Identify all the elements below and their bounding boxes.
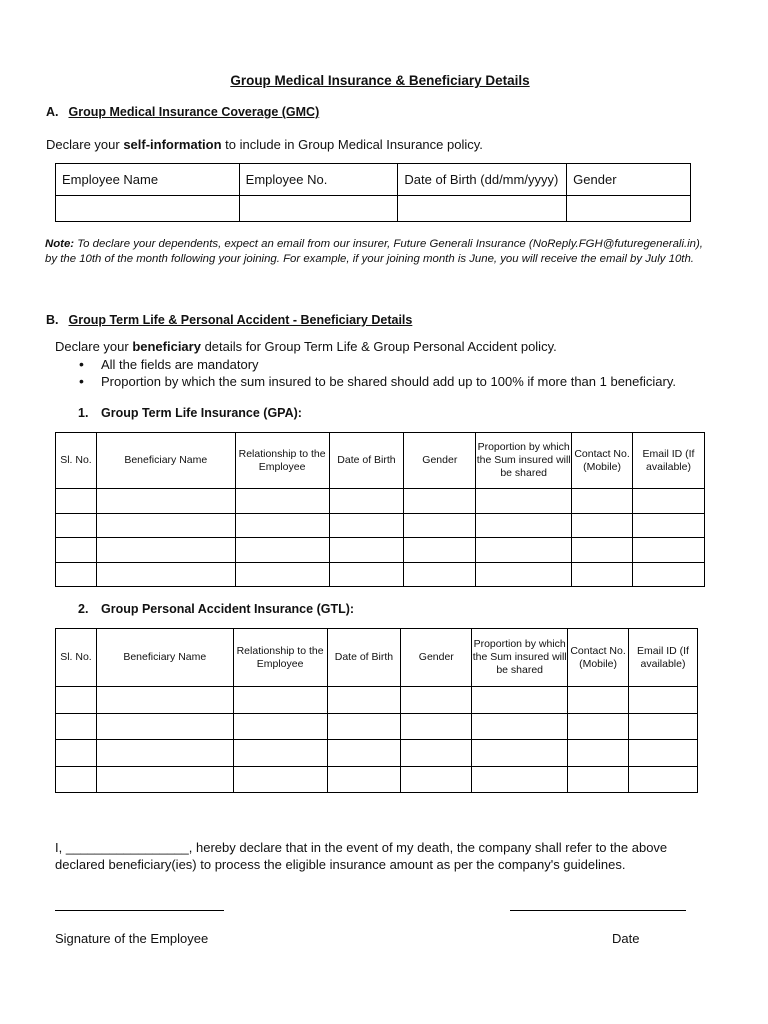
- table-cell[interactable]: [404, 514, 476, 538]
- table-cell[interactable]: [633, 563, 705, 587]
- table-cell[interactable]: [633, 538, 705, 563]
- section-b-title: Group Term Life & Personal Accident - Beneficiary Details: [68, 313, 413, 327]
- table-cell[interactable]: [568, 767, 629, 793]
- table-cell[interactable]: [401, 687, 472, 714]
- header-email-id: Email ID (If available): [633, 433, 705, 489]
- table-cell[interactable]: [329, 538, 404, 563]
- header-relationship: Relationship to the Employee: [233, 629, 327, 687]
- table-cell[interactable]: [572, 538, 633, 563]
- term-life-heading: 1. Group Term Life Insurance (GPA):: [78, 406, 302, 420]
- signature-line[interactable]: [55, 910, 224, 911]
- table-cell[interactable]: [56, 714, 97, 740]
- list-item: • Proportion by which the sum insured to be shared should add up to 100% if more than 1 beneficiary.: [77, 373, 747, 390]
- personal-accident-heading: 2. Group Personal Accident Insurance (GTL):: [78, 602, 355, 616]
- table-cell[interactable]: [633, 489, 705, 514]
- table-cell[interactable]: [629, 767, 698, 793]
- dependents-note: [45, 237, 705, 266]
- table-cell[interactable]: [404, 563, 476, 587]
- table-row: [56, 767, 698, 793]
- header-employee-no: Employee No.: [239, 164, 398, 196]
- table-cell[interactable]: [96, 767, 233, 793]
- header-date-of-birth: Date of Birth (dd/mm/yyyy): [398, 164, 567, 196]
- table-cell[interactable]: [235, 563, 329, 587]
- beneficiary-emphasis: beneficiary: [132, 339, 201, 354]
- header-employee-name: Employee Name: [56, 164, 240, 196]
- header-gender: Gender: [404, 433, 476, 489]
- table-row: [56, 714, 698, 740]
- header-date-of-birth: Date of Birth: [327, 629, 401, 687]
- header-contact-no: Contact No. (Mobile): [568, 629, 629, 687]
- self-information-emphasis: self-information: [123, 137, 222, 152]
- date-of-birth-cell[interactable]: [398, 196, 567, 222]
- header-sl-no: Sl. No.: [56, 433, 97, 489]
- table-cell[interactable]: [629, 740, 698, 767]
- personal-accident-beneficiary-table: [55, 628, 698, 793]
- table-cell[interactable]: [56, 740, 97, 767]
- table-cell[interactable]: [401, 740, 472, 767]
- table-header-row: [56, 629, 698, 687]
- table-cell[interactable]: [327, 687, 401, 714]
- table-cell[interactable]: [56, 489, 97, 514]
- table-cell[interactable]: [235, 514, 329, 538]
- table-cell[interactable]: [233, 740, 327, 767]
- note-text: To declare your dependents, expect an email from our insurer, Future Generali Insurance (NoReply.FGH@futuregenerali.in), by the 10th of the month following your joining. For example, if your joining month is June, you will receive the email by July 10th.: [45, 238, 703, 265]
- header-relationship: Relationship to the Employee: [235, 433, 329, 489]
- table-cell[interactable]: [327, 714, 401, 740]
- header-gender: Gender: [401, 629, 472, 687]
- table-cell[interactable]: [629, 687, 698, 714]
- table-cell[interactable]: [96, 687, 233, 714]
- table-cell[interactable]: [329, 563, 404, 587]
- table-cell[interactable]: [472, 714, 568, 740]
- section-a-heading: [46, 105, 319, 119]
- table-cell[interactable]: [56, 538, 97, 563]
- table-cell[interactable]: [96, 489, 235, 514]
- header-email-id: Email ID (If available): [629, 629, 698, 687]
- header-proportion: Proportion by which the Sum insured will be shared: [472, 629, 568, 687]
- date-label: Date: [612, 931, 640, 946]
- table-cell[interactable]: [96, 740, 233, 767]
- employee-name-blank[interactable]: _________________: [65, 840, 189, 855]
- section-b-declaration: Declare your beneficiary details for Group Term Life & Group Personal Accident policy.: [55, 339, 557, 354]
- table-cell[interactable]: [404, 489, 476, 514]
- table-cell[interactable]: [233, 714, 327, 740]
- table-cell[interactable]: [568, 740, 629, 767]
- header-gender: Gender: [567, 164, 691, 196]
- table-cell[interactable]: [329, 489, 404, 514]
- table-header-row: [56, 433, 705, 489]
- employee-info-table: [55, 163, 691, 222]
- date-line[interactable]: [510, 910, 686, 911]
- signature-label: Signature of the Employee: [55, 931, 209, 946]
- table-row: [56, 740, 698, 767]
- table-cell[interactable]: [472, 740, 568, 767]
- header-sl-no: Sl. No.: [56, 629, 97, 687]
- table-cell[interactable]: [235, 538, 329, 563]
- table-cell[interactable]: [56, 767, 97, 793]
- table-row: [56, 687, 698, 714]
- table-cell[interactable]: [329, 514, 404, 538]
- table-cell[interactable]: [235, 489, 329, 514]
- header-proportion: Proportion by which the Sum insured will be shared: [476, 433, 572, 489]
- table-cell[interactable]: [568, 714, 629, 740]
- table-cell[interactable]: [633, 514, 705, 538]
- table-cell[interactable]: [472, 767, 568, 793]
- table-cell[interactable]: [56, 563, 97, 587]
- table-cell[interactable]: [96, 538, 235, 563]
- section-a-declaration: Declare your self-information to include in Group Medical Insurance policy.: [46, 137, 483, 152]
- table-cell[interactable]: [233, 767, 327, 793]
- term-life-beneficiary-table: [55, 432, 705, 587]
- table-row: [56, 538, 705, 563]
- header-contact-no: Contact No. (Mobile): [572, 433, 633, 489]
- table-cell[interactable]: [572, 489, 633, 514]
- gender-cell[interactable]: [567, 196, 691, 222]
- table-cell[interactable]: [476, 514, 572, 538]
- header-beneficiary-name: Beneficiary Name: [96, 629, 233, 687]
- table-cell[interactable]: [629, 714, 698, 740]
- section-b-letter: B.: [46, 313, 59, 327]
- page-title: Group Medical Insurance & Beneficiary Details: [230, 73, 530, 88]
- table-cell[interactable]: [233, 687, 327, 714]
- section-a-letter: A.: [46, 105, 59, 119]
- requirements-list: [77, 356, 747, 390]
- section-a-title: Group Medical Insurance Coverage (GMC): [68, 105, 320, 119]
- beneficiary-declaration: I, _________________, hereby declare that in the event of my death, the company shall refer to the above declared beneficiary(ies) to process the eligible insurance amount as per the company's guidelines.: [55, 840, 668, 872]
- table-cell[interactable]: [572, 514, 633, 538]
- table-cell[interactable]: [472, 687, 568, 714]
- section-b-heading: [46, 313, 412, 327]
- table-cell[interactable]: [96, 714, 233, 740]
- table-cell[interactable]: [568, 687, 629, 714]
- table-cell[interactable]: [56, 687, 97, 714]
- table-cell[interactable]: [401, 714, 472, 740]
- table-cell[interactable]: [327, 740, 401, 767]
- table-row: [56, 196, 691, 222]
- table-cell[interactable]: [96, 563, 235, 587]
- table-row: [56, 563, 705, 587]
- note-label: Note:: [45, 238, 75, 250]
- table-cell[interactable]: [401, 767, 472, 793]
- table-cell[interactable]: [476, 563, 572, 587]
- header-date-of-birth: Date of Birth: [329, 433, 404, 489]
- table-cell[interactable]: [476, 538, 572, 563]
- table-cell[interactable]: [572, 563, 633, 587]
- header-beneficiary-name: Beneficiary Name: [96, 433, 235, 489]
- employee-no-cell[interactable]: [239, 196, 398, 222]
- employee-name-cell[interactable]: [56, 196, 240, 222]
- table-cell[interactable]: [476, 489, 572, 514]
- table-header-row: [56, 164, 691, 196]
- table-cell[interactable]: [327, 767, 401, 793]
- table-row: [56, 514, 705, 538]
- list-item: • All the fields are mandatory: [77, 356, 747, 373]
- table-row: [56, 489, 705, 514]
- table-cell[interactable]: [404, 538, 476, 563]
- table-cell[interactable]: [56, 514, 97, 538]
- table-cell[interactable]: [96, 514, 235, 538]
